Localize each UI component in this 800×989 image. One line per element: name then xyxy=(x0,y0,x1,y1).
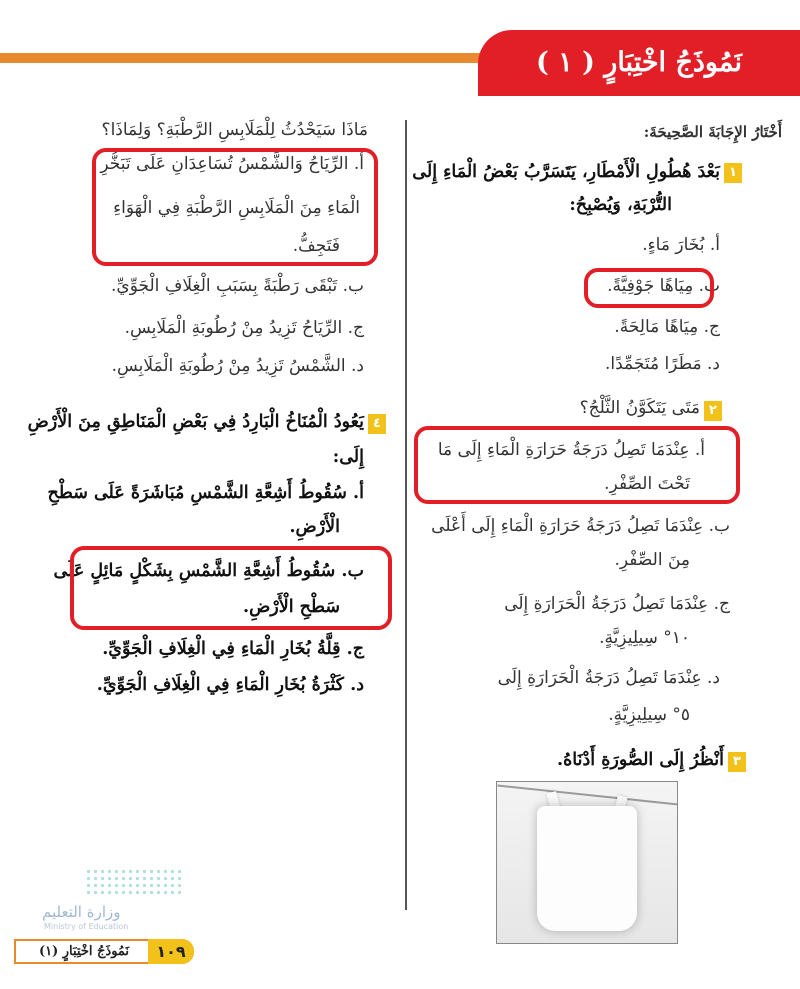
question-1-option-b: ب. مِيَاهًا جَوْفِيَّةً. xyxy=(607,276,720,296)
question-4-option-b-line2: سَطْحِ الْأَرْضِ. xyxy=(243,597,340,617)
question-2-option-c-line1: ج. عِنْدَمَا تَصِلُ دَرَجَةُ الْحَرَارَةِ إِلَى xyxy=(504,594,730,614)
instructions: أَخْتَارُ الإِجَابَةَ الصَّحِيحَةَ: xyxy=(643,123,782,141)
question-2-option-a-line1: أ. عِنْدَمَا تَصِلُ دَرَجَةُ حَرَارَةِ الْمَاءِ إِلَى مَا xyxy=(437,440,705,460)
question-1-text-line2: التُّرْبَةِ، وَيُصْبِحُ: xyxy=(569,195,672,215)
clothesline-rope xyxy=(497,784,678,805)
question-2-option-c-line2: ١٠° سِيلِيزِيَّةٍ. xyxy=(599,628,690,648)
header-rule xyxy=(0,53,490,63)
question-2-option-d-line2: ٥° سِيلِيزِيَّةٍ. xyxy=(608,705,690,725)
question-1-option-a: أ. بُخَارَ مَاءٍ. xyxy=(642,235,720,255)
question-2-option-b-line2: مِنَ الصِّفْرِ. xyxy=(614,550,690,570)
question-3-prompt: مَاذَا سَيَحْدُثُ لِلْمَلَابِسِ الرَّطْبَةِ؟ وَلِمَاذَا؟ xyxy=(101,120,368,140)
page-number: ١٠٩ xyxy=(148,939,194,964)
question-1-option-c: ج. مِيَاهًا مَالِحَةً. xyxy=(614,317,720,337)
question-4-option-b-line1: ب. سُقُوطُ أَشِعَّةِ الشَّمْسِ بِشَكْلٍ مَائِلٍ عَلَى xyxy=(53,561,364,581)
question-4-option-a-line2: الْأَرْضِ. xyxy=(289,517,340,537)
question-number-2: ٢ xyxy=(704,401,722,421)
question-3-option-a-line1: أ. الرِّيَاحُ وَالشَّمْسُ تُسَاعِدَانِ عَلَى تَبَخُّرِ xyxy=(100,154,364,174)
question-number-1: ١ xyxy=(724,163,742,183)
answer-highlight-q2 xyxy=(414,426,740,504)
question-4-option-d: د. كَثْرَةُ بُخَارِ الْمَاءِ فِي الْغِلَافِ الْجَوِّيِّ. xyxy=(96,675,364,695)
question-3-option-d: د. الشَّمْسُ تَزِيدُ مِنْ رُطُوبَةِ الْمَلَابِسِ. xyxy=(111,356,364,376)
column-divider xyxy=(405,120,407,910)
footer-label: نَمُوذَجُ اخْتِبَارٍ (١) xyxy=(38,944,130,959)
wet-shirt-image xyxy=(537,806,637,931)
question-3-option-c: ج. الرِّيَاحُ تَزِيدُ مِنْ رُطُوبَةِ الْمَلَابِسِ. xyxy=(124,318,364,338)
clothesline-photo xyxy=(496,781,678,944)
ministry-logo-arabic: وزارة التعليم xyxy=(42,903,121,921)
question-3-text: أَنْظُرُ إِلَى الصُّورَةِ أَدْنَاهُ. xyxy=(557,750,724,770)
question-3-option-b: ب. تَبْقَى رَطْبَةً بِسَبَبِ الْغِلَافِ الْجَوِّيِّ. xyxy=(111,276,364,296)
answer-highlight-q1 xyxy=(584,268,714,308)
question-4-option-c: ج. قِلَّةُ بُخَارِ الْمَاءِ فِي الْغِلَافِ الْجَوِّيِّ. xyxy=(102,639,364,659)
answer-highlight-q3 xyxy=(92,148,378,266)
question-number-3: ٣ xyxy=(728,752,746,772)
question-3-option-a-line3: فَتَجِفُّ. xyxy=(292,236,340,256)
question-2-text: مَتَى يَتَكَوَّنُ الثَّلْجُ؟ xyxy=(579,398,700,418)
answer-highlight-q4 xyxy=(70,546,392,630)
question-3-option-a-line2: الْمَاءِ مِنَ الْمَلَابِسِ الرَّطْبَةِ فِي الْهَوَاءِ xyxy=(113,198,360,218)
ministry-logo-english: Ministry of Education xyxy=(44,922,129,931)
question-2-option-a-line2: تَحْتَ الصِّفْرِ. xyxy=(604,474,690,494)
question-4-text-line2: إِلَى: xyxy=(332,447,364,467)
question-number-4: ٤ xyxy=(368,414,386,434)
page-title: نَمُوذَجُ اخْتِبَارٍ ( ١ ) xyxy=(536,47,742,78)
question-2-option-d-line1: د. عِنْدَمَا تَصِلُ دَرَجَةُ الْحَرَارَةِ إِلَى xyxy=(497,668,720,688)
question-4-option-a-line1: أ. سُقُوطُ أَشِعَّةِ الشَّمْسِ مُبَاشَرَةً عَلَى سَطْحِ xyxy=(47,483,364,503)
question-1-text-line1: بَعْدَ هُطُولِ الْأَمْطَارِ، يَتَسَرَّبُ بَعْضُ الْمَاءِ إِلَى xyxy=(412,162,720,182)
ministry-logo-icon xyxy=(85,868,181,898)
question-4-text-line1: يَعُودُ الْمُنَاخُ الْبَارِدُ فِي بَعْضِ الْمَنَاطِقِ مِنَ الْأَرْضِ xyxy=(27,412,364,432)
question-1-option-d: د. مَطَرًا مُتَجَمِّدًا. xyxy=(604,354,720,374)
question-2-option-b-line1: ب. عِنْدَمَا تَصِلُ دَرَجَةُ حَرَارَةِ الْمَاءِ إِلَى أَعْلَى xyxy=(431,516,730,536)
